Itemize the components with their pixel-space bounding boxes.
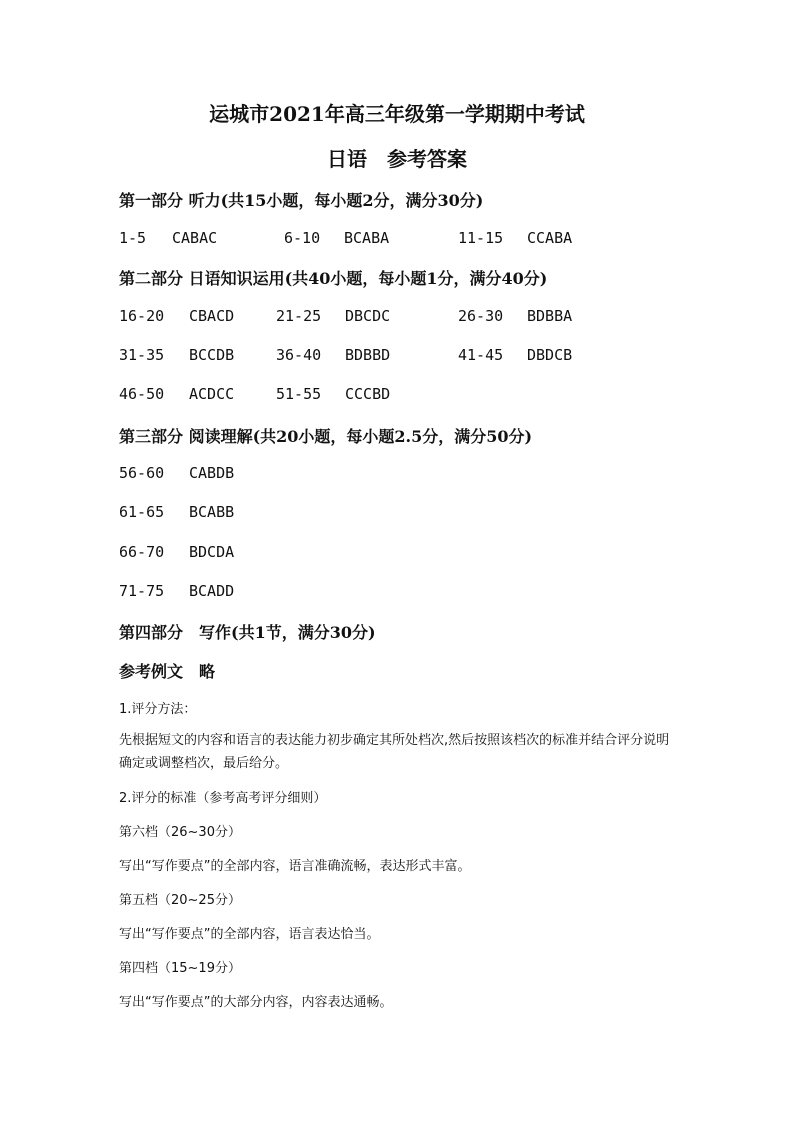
document-title: 运城市2021年高三年级第一学期期中考试 (209, 102, 585, 126)
question-range: 71-75 (119, 582, 165, 600)
document-subtitle: 日语 参考答案 (327, 147, 467, 171)
sample-essay-note: 参考例文 略 (119, 662, 216, 681)
answer-row (119, 229, 679, 249)
grade-label: 第四档（15~19分） (119, 961, 241, 976)
answer-letters: CABDB (189, 464, 235, 482)
answer-letters: BCCDB (189, 346, 235, 364)
answer-row (119, 582, 679, 602)
question-range: 6-10 (284, 229, 321, 247)
grade-description: 写出“写作要点”的大部分内容，内容表达通畅。 (119, 995, 393, 1010)
answer-row (119, 346, 679, 366)
answer-letters: BDBBD (345, 346, 391, 364)
answer-letters: CCABA (527, 229, 573, 247)
answer-letters: CCCBD (345, 385, 391, 403)
question-range: 21-25 (276, 307, 322, 325)
question-range: 11-15 (458, 229, 504, 247)
answer-letters: DBDCB (527, 346, 573, 364)
scoring-method-title: 1.评分方法： (119, 702, 197, 717)
answer-row (119, 385, 679, 405)
part3-heading: 第三部分 阅读理解(共20小题，每小题2.5分，满分50分) (119, 427, 533, 446)
question-range: 41-45 (458, 346, 504, 364)
question-range: 26-30 (458, 307, 504, 325)
answer-letters: BCABA (344, 229, 390, 247)
part2-heading: 第二部分 日语知识运用(共40小题，每小题1分，满分40分) (119, 269, 548, 288)
part1-heading: 第一部分 听力(共15小题，每小题2分，满分30分) (119, 191, 484, 210)
answer-letters: BCABB (189, 503, 235, 521)
answer-letters: DBCDC (345, 307, 391, 325)
question-range: 46-50 (119, 385, 165, 403)
answer-letters: ACDCC (189, 385, 235, 403)
question-range: 36-40 (276, 346, 322, 364)
answer-row (119, 543, 679, 563)
answer-row (119, 464, 679, 484)
question-range: 51-55 (276, 385, 322, 403)
answer-row (119, 503, 679, 523)
answer-letters: CABAC (172, 229, 218, 247)
grade-label: 第六档（26~30分） (119, 825, 241, 840)
scoring-method-text: 先根据短文的内容和语言的表达能力初步确定其所处档次,然后按照该档次的标准并结合评分说明确定或调整档次，最后给分。 (119, 733, 670, 771)
answer-letters: BDCDA (189, 543, 235, 561)
answer-row (119, 307, 679, 327)
grade-description: 写出“写作要点”的全部内容，语言表达恰当。 (119, 927, 380, 942)
question-range: 1-5 (119, 229, 147, 247)
grade-description: 写出“写作要点”的全部内容，语言准确流畅，表达形式丰富。 (119, 859, 471, 874)
answer-letters: BCADD (189, 582, 235, 600)
answer-letters: CBACD (189, 307, 235, 325)
question-range: 61-65 (119, 503, 165, 521)
question-range: 16-20 (119, 307, 165, 325)
part4-heading: 第四部分 写作(共1节，满分30分) (119, 623, 376, 642)
answer-letters: BDBBA (527, 307, 573, 325)
question-range: 56-60 (119, 464, 165, 482)
grade-label: 第五档（20~25分） (119, 893, 241, 908)
scoring-standard-title: 2.评分的标准（参考高考评分细则） (119, 791, 327, 806)
question-range: 66-70 (119, 543, 165, 561)
question-range: 31-35 (119, 346, 165, 364)
